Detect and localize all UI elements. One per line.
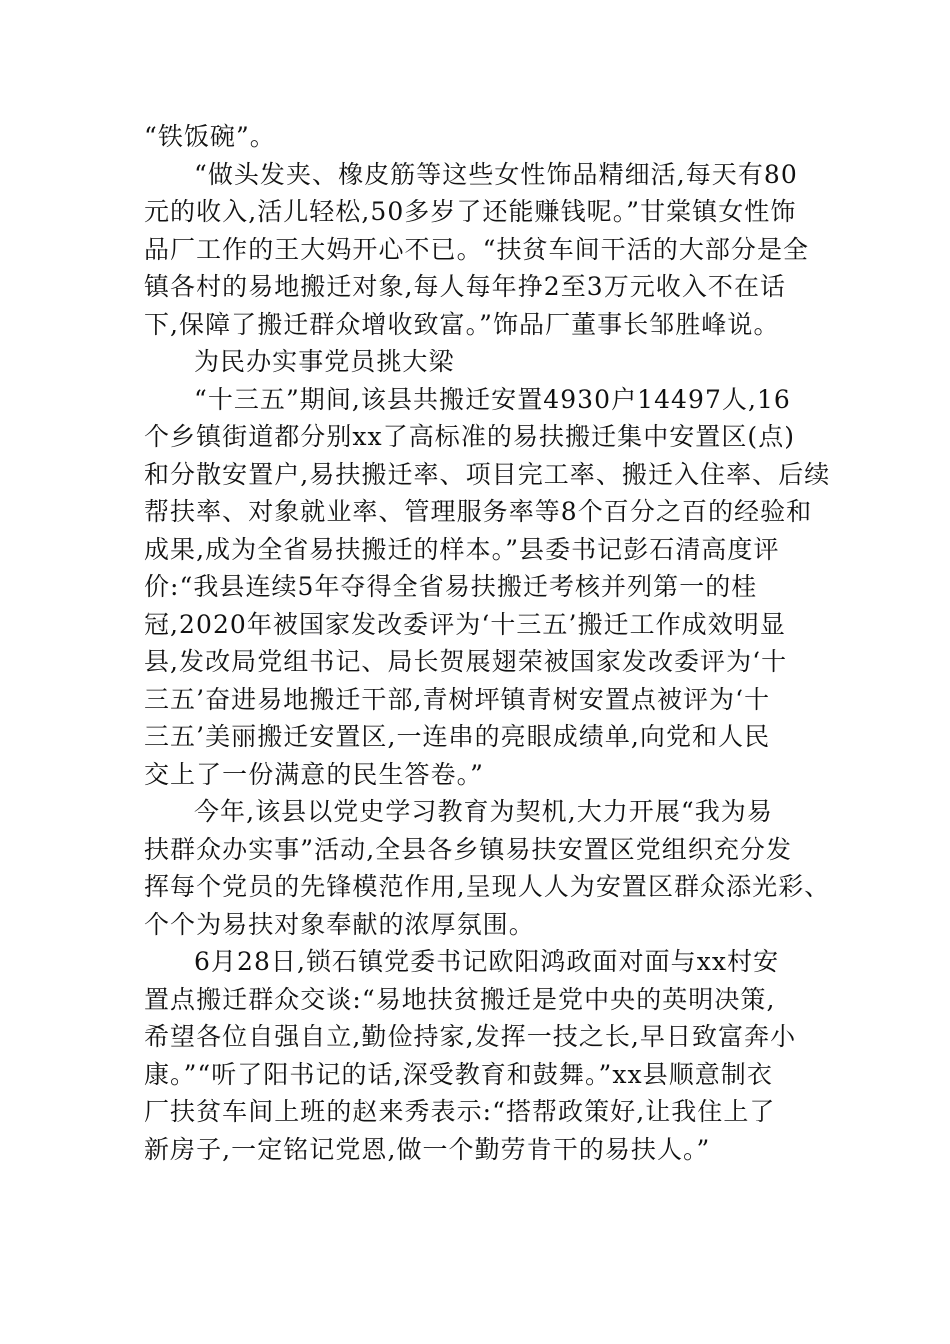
text-line: 三五’美丽搬迁安置区,一连串的亮眼成绩单,向党和人民: [144, 722, 771, 751]
document-page: [144, 118, 831, 1168]
text-line: 元的收入,活儿轻松,50多岁了还能赚钱呢。”甘棠镇女性饰: [144, 197, 797, 226]
paragraph-2: [144, 156, 810, 344]
text-line: 品厂工作的王大妈开心不已。“扶贫车间干活的大部分是全: [144, 234, 810, 264]
text-line: “做头发夹、橡皮筋等这些女性饰品精细活,每天有80: [194, 159, 798, 189]
text-line: 置点搬迁群众交谈:“易地扶贫搬迁是党中央的英明决策,: [144, 984, 776, 1014]
text-line: 挥每个党员的先锋模范作用,呈现人人为安置区群众添光彩、: [144, 872, 831, 901]
text-line: 下,保障了搬迁群众增收致富。”饰品厂董事长邹胜峰说。: [144, 309, 780, 339]
paragraph-3: [144, 381, 831, 794]
text-line: 康。”“听了阳书记的话,深受教育和鼓舞。”xx县顺意制衣: [144, 1059, 773, 1089]
text-line: 帮扶率、对象就业率、管理服务率等8个百分之百的经验和: [144, 497, 813, 526]
text-line: 6月28日,锁石镇党委书记欧阳鸿政面对面与xx村安: [194, 947, 780, 976]
text-line: 镇各村的易地搬迁对象,每人每年挣2至3万元收入不在话: [144, 272, 787, 301]
paragraph-1: [144, 118, 810, 156]
paragraph-5: [144, 943, 810, 1168]
text-line: 希望各位自强自立,勤俭持家,发挥一技之长,早日致富奔小: [144, 1022, 797, 1051]
text-line: 个乡镇街道都分别xx了高标准的易扶搬迁集中安置区(点): [144, 422, 796, 451]
text-line: 新房子,一定铭记党恩,做一个勤劳肯干的易扶人。”: [144, 1134, 711, 1164]
paragraph-4: [144, 793, 831, 943]
text-line: 和分散安置户,易扶搬迁率、项目完工率、搬迁入住率、后续: [144, 459, 831, 489]
text-line: “十三五”期间,该县共搬迁安置4930户14497人,16: [194, 384, 791, 414]
text-line: 县,发改局党组书记、局长贺展翅荣被国家发改委评为‘十: [144, 647, 788, 676]
text-line: 扶群众办实事”活动,全县各乡镇易扶安置区党组织充分发: [144, 834, 793, 864]
text-line: 价:“我县连续5年夺得全省易扶搬迁考核并列第一的桂: [144, 572, 758, 601]
text-line: 交上了一份满意的民生答卷。”: [144, 759, 484, 789]
text-line: 成果,成为全省易扶搬迁的样本。”县委书记彭石清高度评: [144, 534, 780, 564]
text-line: 今年,该县以党史学习教育为契机,大力开展“我为易: [194, 797, 773, 826]
text-line: “铁饭碗”。: [144, 122, 276, 151]
text-line: 个个为易扶对象奉献的浓厚氛围。: [144, 909, 535, 939]
text-line: 三五’奋进易地搬迁干部,青树坪镇青树安置点被评为‘十: [144, 684, 771, 714]
section-heading: [144, 343, 810, 381]
text-line: 冠,2020年被国家发改委评为‘十三五’搬迁工作成效明显: [144, 609, 786, 639]
heading-line: 为民办实事党员挑大梁: [194, 347, 455, 376]
text-line: 厂扶贫车间上班的赵来秀表示:“搭帮政策好,让我住上了: [144, 1097, 776, 1126]
